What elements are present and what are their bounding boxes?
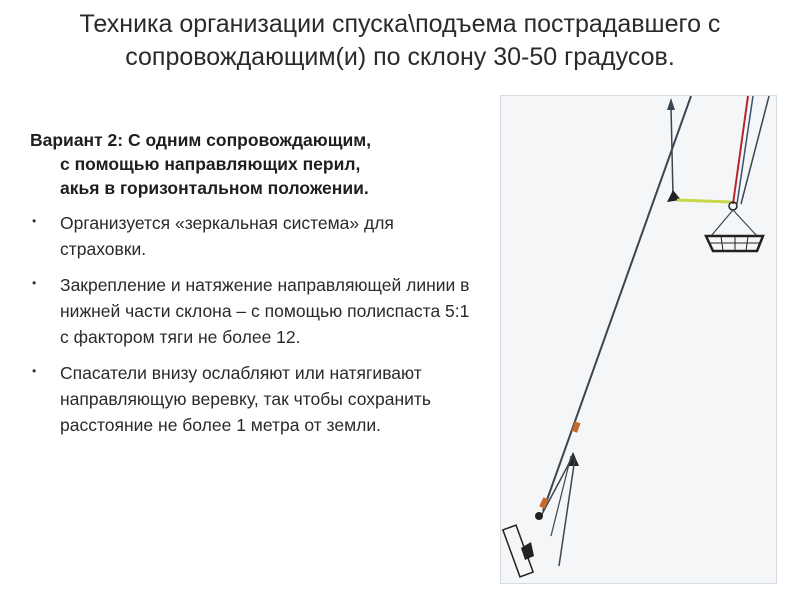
page-title: [30, 8, 770, 74]
haul-rope-c: [551, 456, 571, 536]
rope-rescue-diagram: [500, 95, 777, 584]
variant-subtitle: [30, 128, 470, 200]
bullet-text: Закрепление и натяжение направляющей линии в нижней части склона – с помощью полиспаста 5:1 с фактором тяги не более 12.: [60, 275, 470, 347]
content-text: [30, 128, 470, 448]
knot-upper: [571, 421, 580, 432]
bullet-list: [30, 210, 470, 438]
sling-left: [711, 210, 733, 236]
subtitle-line-1: Вариант 2: С одним сопровождающим,: [30, 130, 372, 150]
bullet-item: [30, 360, 470, 438]
title-line-2: сопровождающим(и) по склону 30-50 градусов.: [125, 43, 675, 71]
bullet-text: Спасатели внизу ослабляют или натягивают направляющую веревку, так чтобы сохранить расстояние не более 1 метра от земли.: [60, 363, 432, 435]
guide-rope: [543, 96, 691, 511]
subtitle-line-3: акья в горизонтальном положении.: [60, 178, 369, 198]
bullet-dot-icon: •: [32, 364, 37, 378]
green-link: [677, 200, 731, 202]
bullet-item: [30, 272, 470, 350]
bullet-text: Организуется «зеркальная система» для страховки.: [60, 213, 394, 259]
subtitle-line-2: с помощью направляющих перил,: [60, 154, 361, 174]
bullet-dot-icon: •: [32, 214, 37, 228]
title-line-1: Техника организации спуска\подъема пострадавшего с: [79, 10, 721, 38]
bullet-item: [30, 210, 470, 262]
bullet-dot-icon: •: [32, 276, 37, 290]
sling-right: [733, 210, 757, 236]
upper-rope: [671, 106, 673, 196]
arrow-up-icon: [667, 98, 675, 110]
pulley-bottom-icon: [535, 512, 543, 520]
diagram-svg: [501, 96, 776, 583]
